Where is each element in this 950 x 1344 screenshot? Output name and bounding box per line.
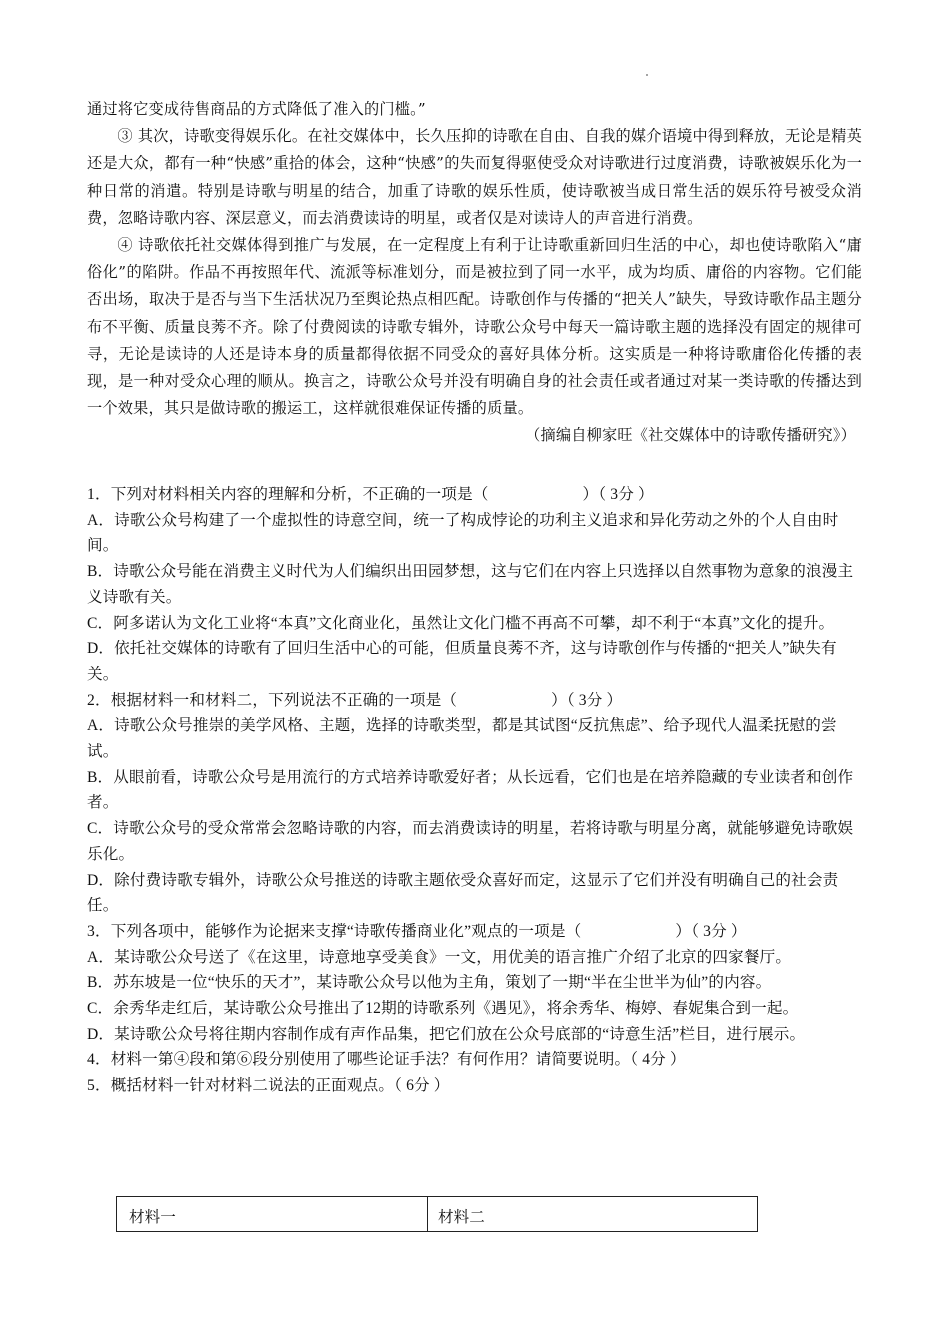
- paragraph-4: ④ 诗歌依托社交媒体得到推广与发展，在一定程度上有利于让诗歌重新回归生活的中心，却也使诗歌陷入“庸俗化”的陷阱。作品不再按照年代、流派等标准划分，而是被拉到了同一水平，成为均质、庸俗的内容物。它们能否出场，取决于是否与当下生活状况乃至舆论热点相匹配。诗歌创作与传播的“把关人”缺失，导致诗歌作品主题分布不平衡、质量良莠不齐。除了付费阅读的诗歌专辑外，诗歌公众号中每天一篇诗歌主题的选择没有固定的规律可寻，无论是读诗的人还是诗本身的质量都得依据不同受众的喜好具体分析。这实质是一种将诗歌庸俗化传播的表现，是一种对受众心理的顺从。换言之，诗歌公众号并没有明确自身的社会责任或者通过对某一类诗歌的传播达到一个效果，其只是做诗歌的搬运工，这样就很难保证传播的质量。: [87, 236, 862, 418]
- question-2-option-d: D．除付费诗歌专辑外，诗歌公众号推送的诗歌主题依受众喜好而定，这显示了它们并没有明确自己的社会责任。: [87, 871, 839, 915]
- question-1-option-b: B．诗歌公众号能在消费主义时代为人们编织出田园梦想，这与它们在内容上只选择以自然事物为意象的浪漫主义诗歌有关。: [87, 563, 854, 606]
- question-list: [87, 482, 865, 1099]
- question-3-option-a: A．某诗歌公众号送了《在这里，诗意地享受美食》一文，用优美的语言推广介绍了北京的四家餐厅。: [87, 948, 792, 966]
- paragraph-continued: 通过将它变成待售商品的方式降低了准入的门槛。”: [87, 100, 426, 118]
- question-1-option-a: A．诗歌公众号构建了一个虚拟性的诗意空间，统一了构成悖论的功利主义追求和异化劳动之外的个人自由时间。: [87, 511, 839, 555]
- answer-table: [116, 1196, 758, 1232]
- question-5: 5．概括材料一针对材料二说法的正面观点。（ 6分 ）: [87, 1077, 450, 1095]
- passage-source: （摘编自柳家旺《社交媒体中的诗歌传播研究》）: [525, 426, 856, 445]
- question-3-option-c: C．余秀华走红后，某诗歌公众号推出了12期的诗歌系列《遇见》，将余秀华、梅婷、春妮集合到一起。: [87, 1000, 799, 1018]
- table-cell-material-2[interactable]: 材料二: [438, 1209, 485, 1226]
- scan-dot: [646, 74, 648, 76]
- question-4: 4．材料一第④段和第⑥段分别使用了哪些论证手法？有何作用？请简要说明。（ 4分 ）: [87, 1051, 686, 1069]
- question-1-option-d: D．依托社交媒体的诗歌有了回归生活中心的可能，但质量良莠不齐，这与诗歌创作与传播的“把关人”缺失有关。: [87, 640, 837, 683]
- paragraph-3: ③ 其次，诗歌变得娱乐化。在社交媒体中，长久压抑的诗歌在自由、自我的媒介语境中得到释放，无论是精英还是大众，都有一种“快感”重拾的体会，这种“快感”的失而复得驱使受众对诗歌进行过度消费，诗歌被娱乐化为一种日常的消遣。特别是诗歌与明星的结合，加重了诗歌的娱乐性质，使诗歌被当成日常生活的娱乐符号被受众消费，忽略诗歌内容、深层意义，而去消费读诗的明星，或者仅是对读诗人的声音进行消费。: [87, 127, 862, 227]
- question-1-stem: 1．下列对材料相关内容的理解和分析，不正确的一项是（ ）（ 3分 ）: [87, 486, 654, 503]
- question-3-option-b: B．苏东坡是一位“快乐的天才”，某诗歌公众号以他为主角，策划了一期“半在尘世半为仙”的内容。: [87, 974, 772, 992]
- question-3-stem: 3．下列各项中，能够作为论据来支撑“诗歌传播商业化”观点的一项是（ ）（ 3分 ）: [87, 922, 747, 940]
- question-2-option-a: A．诗歌公众号推崇的美学风格、主题，选择的诗歌类型，都是其试图“反抗焦虑”、给予现代人温柔抚慰的尝试。: [87, 717, 837, 761]
- question-2-stem: 2．根据材料一和材料二，下列说法不正确的一项是（ ）（ 3分 ）: [87, 691, 623, 709]
- question-2-option-c: C．诗歌公众号的受众常常会忽略诗歌的内容，而去消费读诗的明星，若将诗歌与明星分离，就能够避免诗歌娱乐化。: [87, 820, 854, 863]
- question-2-option-b: B．从眼前看，诗歌公众号是用流行的方式培养诗歌爱好者；从长远看，它们也是在培养隐藏的专业读者和创作者。: [87, 768, 854, 812]
- reading-passage: [87, 96, 862, 450]
- table-cell-material-1[interactable]: 材料一: [117, 1197, 428, 1231]
- question-1-option-c: C．阿多诺认为文化工业将“本真”文化商业化，虽然让文化门槛不再高不可攀，却不利于“本真”文化的提升。: [87, 614, 835, 632]
- question-3-option-d: D．某诗歌公众号将往期内容制作成有声作品集，把它们放在公众号底部的“诗意生活”栏目，进行展示。: [87, 1025, 806, 1043]
